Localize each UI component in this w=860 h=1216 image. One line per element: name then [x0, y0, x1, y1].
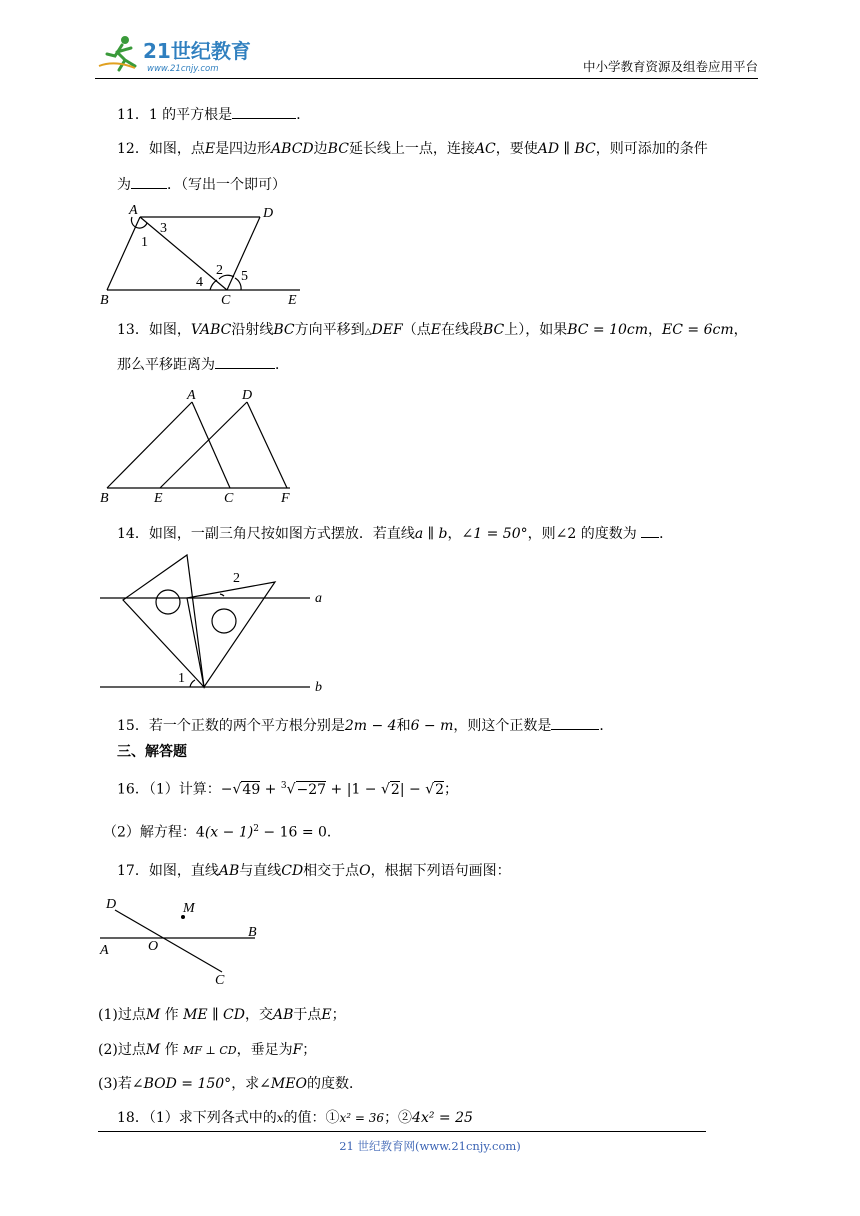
label-O: O [148, 939, 159, 954]
figure-q13 [95, 382, 310, 506]
question-17-step3: (3)若∠BOD = 150°，求∠MEO的度数． [98, 1076, 363, 1092]
question-17-step2: (2)过点M 作 MF ⊥ CD，垂足为F； [98, 1042, 317, 1058]
answer-blank [215, 354, 275, 369]
question-15: 15．若一个正数的两个平方根分别是2m − 4和6 − m，则这个正数是 ． [117, 715, 613, 736]
question-18: 18．（1）求下列各式中的x的值：①x² = 36；②4x² = 25 [117, 1110, 473, 1126]
page-footer: 21 世纪教育网(www.21cnjy.com) [339, 1139, 521, 1153]
question-11: 11．1 的平方根是 ． [117, 104, 310, 125]
label-M: M [183, 901, 195, 916]
question-13: 13．如图，VABC沿射线BC方向平移到△DEF（点E在线段BC上），如果BC = 10cm，EC = 6cm， [117, 322, 748, 338]
section-title: 三、解答题 [117, 744, 187, 760]
figure-q12 [95, 200, 315, 308]
running-man-icon [99, 36, 135, 70]
label-C: C [215, 973, 225, 988]
site-name: 中小学教育资源及组卷应用平台 [582, 59, 758, 74]
label-A: A [100, 943, 109, 958]
label-D: D [263, 206, 274, 221]
answer-blank [551, 715, 599, 730]
svg-text:www.21cnjy.com: www.21cnjy.com [147, 64, 219, 74]
answer-blank [131, 174, 167, 189]
label-B: B [100, 491, 109, 506]
label-line-b: b [315, 680, 322, 695]
label-line-a: a [315, 591, 322, 606]
logo-21cnjy [95, 32, 265, 74]
question-12-line2: 为 ．（写出一个即可） [117, 174, 286, 195]
page-header [95, 30, 758, 79]
label-A: A [187, 388, 196, 403]
answer-blank [641, 523, 659, 538]
question-14: 14．如图，一副三角尺按如图方式摆放．若直线a ∥ b，∠1 = 50°，则∠2 的度数为 ． [117, 523, 673, 544]
label-angle-2: 2 [233, 571, 240, 586]
label-E: E [154, 491, 163, 506]
label-angle-3: 3 [160, 221, 167, 236]
svg-text:21世纪教育: 21世纪教育 [143, 39, 251, 63]
label-E: E [288, 293, 297, 308]
figure-q17 [95, 892, 270, 990]
label-C: C [224, 491, 234, 506]
label-angle-2: 2 [216, 263, 223, 278]
label-D: D [242, 388, 253, 403]
label-B: B [248, 925, 257, 940]
label-B: B [100, 293, 109, 308]
label-angle-1: 1 [178, 671, 185, 686]
label-angle-4: 4 [196, 275, 203, 290]
label-angle-5: 5 [241, 269, 248, 284]
question-17: 17．如图，直线AB与直线CD相交于点O，根据下列语句画图： [117, 863, 511, 879]
question-16-part1: 16．（1）计算：−√49 + $^3$√−27 + |1 − √2| − √2； [117, 781, 459, 798]
label-D: D [106, 897, 117, 912]
footer-rule [98, 1131, 706, 1132]
figure-q14 [95, 550, 335, 700]
answer-blank [232, 104, 296, 119]
label-angle-1: 1 [141, 235, 148, 250]
question-16-part2: （2）解方程：$4(x - 1)^2 - 16 = 0$． [103, 824, 341, 841]
question-12: 12．如图，点E是四边形ABCD边BC延长线上一点，连接AC，要使AD ∥ BC，则可添加的条件 [117, 141, 708, 157]
question-13-line2: 那么平移距离为 ． [117, 354, 289, 375]
question-17-step1: (1)过点M 作 ME ∥ CD，交AB于点E； [98, 1007, 346, 1023]
label-A: A [129, 203, 138, 218]
label-C: C [221, 293, 231, 308]
label-F: F [281, 491, 290, 506]
